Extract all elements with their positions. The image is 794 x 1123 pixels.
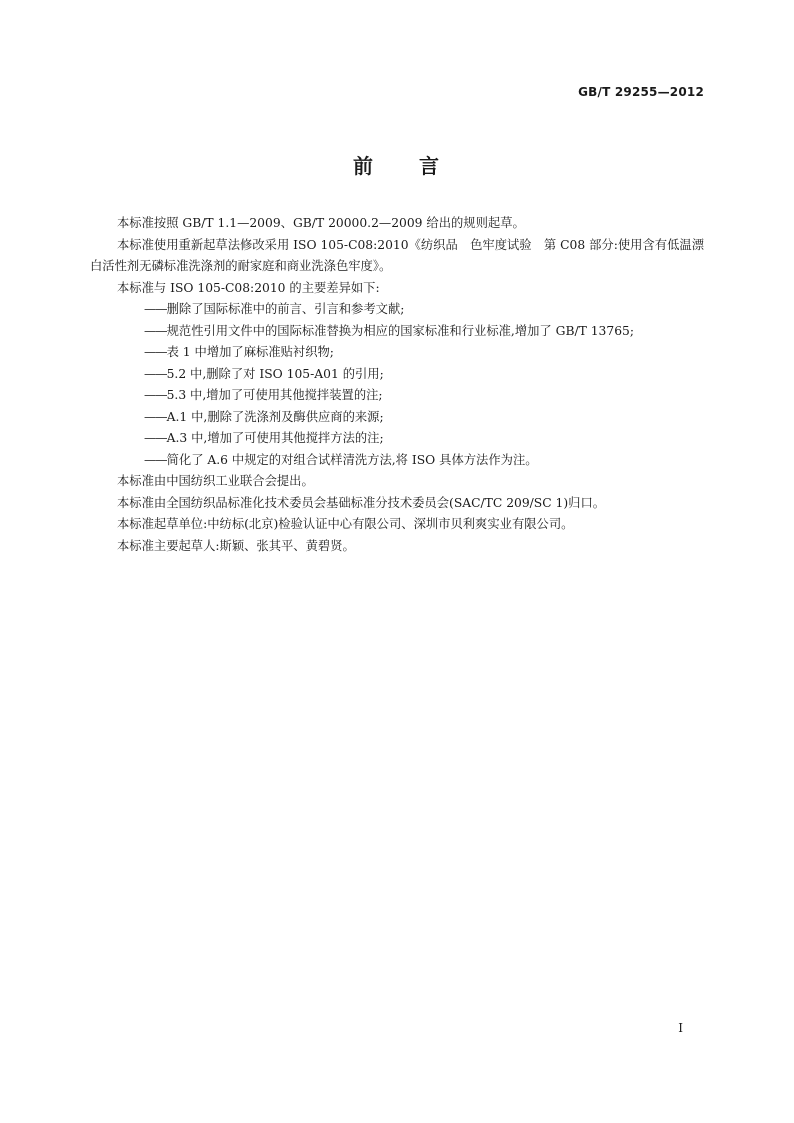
list-item <box>90 321 704 343</box>
list-item <box>90 407 704 429</box>
list-item <box>90 299 704 321</box>
title-char-1: 前 <box>353 154 375 178</box>
centralized-by-paragraph: 本标准由全国纺织品标准化技术委员会基础标准分技术委员会(SAC/TC 209/SC 1)归口。 <box>117 495 606 510</box>
list-item <box>90 342 704 364</box>
page-number: I <box>678 1021 683 1035</box>
drafting-rules-paragraph: 本标准按照 GB/T 1.1—2009、GB/T 20000.2—2009 给出的规则起草。 <box>117 216 525 230</box>
list-item-text: 删除了国际标准中的前言、引言和参考文献; <box>166 302 405 316</box>
list-item-text: 规范性引用文件中的国际标准替换为相应的国家标准和行业标准,增加了 GB/T 13765; <box>166 323 634 338</box>
list-item <box>90 385 704 407</box>
list-item-text: A.3 中,增加了可使用其他搅拌方法的注; <box>166 431 384 445</box>
differences-intro: 本标准与 ISO 105-C08:2010 的主要差异如下: <box>117 280 380 295</box>
list-item-text: 简化了 A.6 中规定的对组合试样清洗方法,将 ISO 具体方法作为注。 <box>166 452 538 467</box>
proposed-by-paragraph: 本标准由中国纺织工业联合会提出。 <box>117 474 314 488</box>
dash-marker: —— <box>144 431 167 445</box>
list-item-text: 表 1 中增加了麻标准贴衬织物; <box>166 345 334 359</box>
list-item-text: 5.3 中,增加了可使用其他搅拌装置的注; <box>166 388 383 402</box>
list-item <box>90 364 704 386</box>
differences-list <box>90 299 704 471</box>
dash-marker: —— <box>144 452 167 467</box>
drafting-units-paragraph: 本标准起草单位:中纺标(北京)检验认证中心有限公司、深圳市贝利爽实业有限公司。 <box>117 517 574 531</box>
dash-marker: —— <box>144 366 167 381</box>
list-item <box>90 428 704 450</box>
drafters-paragraph: 本标准主要起草人:斯颖、张其平、黄碧贤。 <box>117 538 355 553</box>
dash-marker: —— <box>144 409 167 424</box>
foreword-body <box>90 213 704 557</box>
title-char-2: 言 <box>419 154 441 178</box>
dash-marker: —— <box>144 345 167 359</box>
dash-marker: —— <box>144 302 167 316</box>
adoption-paragraph: 本标准使用重新起草法修改采用 ISO 105-C08:2010《纺织品 色牢度试验 第 C08 部分:使用含有低温漂白活性剂无磷标准洗涤剂的耐家庭和商业洗涤色牢度》。 <box>90 237 704 273</box>
list-item-text: A.1 中,删除了洗涤剂及酶供应商的来源; <box>166 409 384 424</box>
dash-marker: —— <box>144 388 167 402</box>
page-title <box>0 150 794 179</box>
list-item-text: 5.2 中,删除了对 ISO 105-A01 的引用; <box>166 366 384 381</box>
list-item <box>90 450 704 472</box>
standard-code: GB/T 29255—2012 <box>578 85 704 99</box>
dash-marker: —— <box>144 323 167 338</box>
